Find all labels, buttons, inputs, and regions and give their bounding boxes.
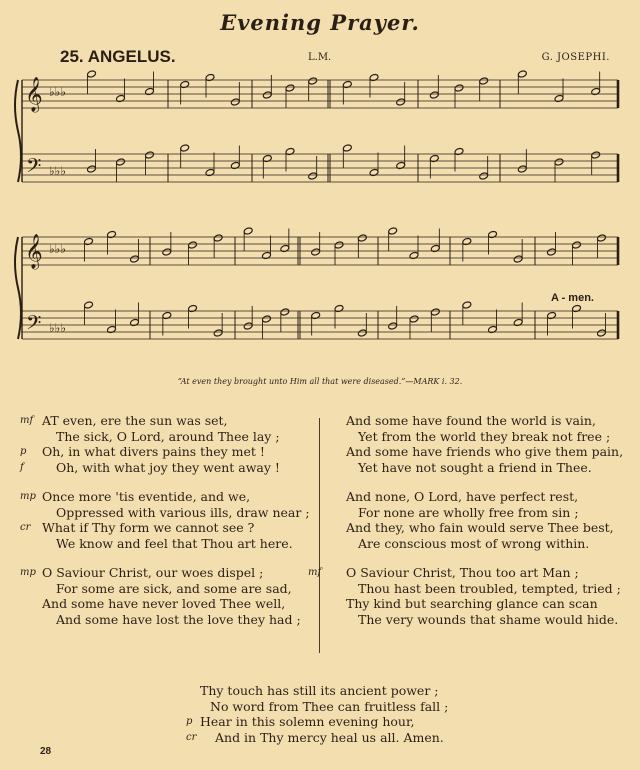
note-head xyxy=(262,91,272,99)
note-head xyxy=(280,308,290,316)
verse-line: Yet from the world they break not free ; xyxy=(358,428,611,444)
dynamic-mark: cr xyxy=(186,731,197,743)
verse-line: cr What if Thy form we cannot see ? xyxy=(20,520,255,535)
amen-lyric: A - men. xyxy=(551,292,594,304)
note-head xyxy=(479,77,489,85)
verse-1 xyxy=(20,413,305,475)
note-head xyxy=(430,308,440,316)
system-brace xyxy=(15,80,21,182)
note-head xyxy=(572,241,582,249)
note-head xyxy=(554,158,564,166)
note-head xyxy=(145,151,155,159)
verse-2 xyxy=(20,489,310,551)
note-head xyxy=(517,165,527,173)
note-head xyxy=(243,227,253,235)
verse-line: And some have never loved Thee well, xyxy=(42,596,286,611)
verse-line: Oppressed with various ills, draw near ; xyxy=(56,504,310,520)
verse-line: mf AT even, ere the sun was set, xyxy=(20,413,228,428)
note-head xyxy=(130,255,140,263)
note-head xyxy=(388,227,398,235)
dynamic-mark: mp xyxy=(20,491,36,502)
page-title: Evening Prayer. xyxy=(220,10,420,35)
verse-line: mp Once more 'tis eventide, and we, xyxy=(20,489,251,504)
hymn-number: 25. ANGELUS. xyxy=(60,47,176,66)
note-head xyxy=(262,315,272,323)
verse-line: Thou hast been troubled, tempted, tried ; xyxy=(358,580,621,596)
verse-4 xyxy=(328,413,624,475)
note-head xyxy=(87,165,97,173)
note-head xyxy=(285,84,295,92)
verse-line: For some are sick, and some are sad, xyxy=(56,580,292,596)
note-head xyxy=(334,241,344,249)
music-score xyxy=(0,0,640,372)
note-head xyxy=(311,248,321,256)
hymn-meter: L.M. xyxy=(308,52,332,63)
note-head xyxy=(116,158,126,166)
verse-line: The sick, O Lord, around Thee lay ; xyxy=(56,428,280,444)
dynamic-mark: cr xyxy=(20,522,31,533)
note-head xyxy=(308,77,318,85)
note-head xyxy=(454,84,464,92)
final-verse xyxy=(160,683,520,745)
verse-line: And some have found the world is vain, xyxy=(346,413,596,428)
note-head xyxy=(547,248,557,256)
note-head xyxy=(429,91,439,99)
verse-line: mp O Saviour Christ, our woes dispel ; xyxy=(20,565,264,580)
key-signature: ♭♭♭ xyxy=(49,321,66,335)
verse-line: For none are wholly free from sin ; xyxy=(358,504,579,520)
dynamic-mark: mp xyxy=(20,567,36,578)
verse-6 xyxy=(308,565,621,627)
note-head xyxy=(357,329,367,337)
note-head xyxy=(591,151,601,159)
page-number: 28 xyxy=(40,746,52,757)
system-brace xyxy=(15,237,21,339)
key-signature: ♭♭♭ xyxy=(49,242,66,256)
note-head xyxy=(230,98,240,106)
note-head xyxy=(162,248,172,256)
dynamic-mark: mf xyxy=(20,415,34,426)
verse-line: Are conscious most of wrong within. xyxy=(358,535,590,551)
dynamic-mark: f xyxy=(20,461,24,473)
note-head xyxy=(188,241,198,249)
note-head xyxy=(180,144,190,152)
verses-right-column xyxy=(308,413,624,641)
note-head xyxy=(388,322,398,330)
note-head xyxy=(597,329,607,337)
verse-line: cr And in Thy mercy heal us all. Amen. xyxy=(186,729,444,745)
dynamic-mark: p xyxy=(186,716,193,727)
verse-3 xyxy=(20,565,305,627)
treble-clef: 𝄞 xyxy=(25,77,43,112)
verse-line: And none, O Lord, have perfect rest, xyxy=(346,489,579,504)
verse-5 xyxy=(328,489,613,551)
verse-line: mf O Saviour Christ, Thou too art Man ; xyxy=(308,565,579,580)
note-head xyxy=(243,322,253,330)
note-head xyxy=(357,234,367,242)
verse-line: Thy kind but searching glance can scan xyxy=(346,596,598,611)
treble-clef: 𝄞 xyxy=(25,234,43,269)
verse-line: The very wounds that shame would hide. xyxy=(358,611,619,627)
verse-line: No word from Thee can fruitless fall ; xyxy=(210,698,449,714)
verse-line: p Oh, in what divers pains they met ! xyxy=(20,444,265,459)
verse-line: We know and feel that Thou art here. xyxy=(56,535,293,551)
key-signature: ♭♭♭ xyxy=(49,164,66,178)
verse-line: p Hear in this solemn evening hour, xyxy=(186,714,415,729)
bass-clef: 𝄢 xyxy=(26,154,42,182)
scripture-reference: “At even they brought unto Him all that were diseased.”—MARK i. 32. xyxy=(177,377,463,386)
note-head xyxy=(396,98,406,106)
note-head xyxy=(342,144,352,152)
note-head xyxy=(213,234,223,242)
note-head xyxy=(87,70,97,78)
note-head xyxy=(479,172,489,180)
verse-line: And they, who fain would serve Thee best, xyxy=(346,520,614,535)
column-divider xyxy=(319,418,320,653)
bass-clef: 𝄢 xyxy=(26,311,42,339)
note-head xyxy=(409,315,419,323)
note-head xyxy=(462,301,472,309)
verse-line: Thy touch has still its ancient power ; xyxy=(200,683,439,698)
note-head xyxy=(517,70,527,78)
hymn-composer: G. JOSEPHI. xyxy=(541,52,610,63)
note-head xyxy=(308,172,318,180)
dynamic-mark: p xyxy=(20,446,27,457)
verse-line: And some have friends who give them pain, xyxy=(346,444,624,459)
note-head xyxy=(597,234,607,242)
note-head xyxy=(513,255,523,263)
verses-left-column xyxy=(20,413,310,641)
verse-line: f Oh, with what joy they went away ! xyxy=(20,459,280,475)
key-signature: ♭♭♭ xyxy=(49,85,66,99)
verse-line: Yet have not sought a friend in Thee. xyxy=(358,459,592,475)
dynamic-mark: mf xyxy=(308,567,322,578)
note-head xyxy=(213,329,223,337)
note-head xyxy=(84,301,94,309)
verse-line: And some have lost the love they had ; xyxy=(56,611,301,627)
